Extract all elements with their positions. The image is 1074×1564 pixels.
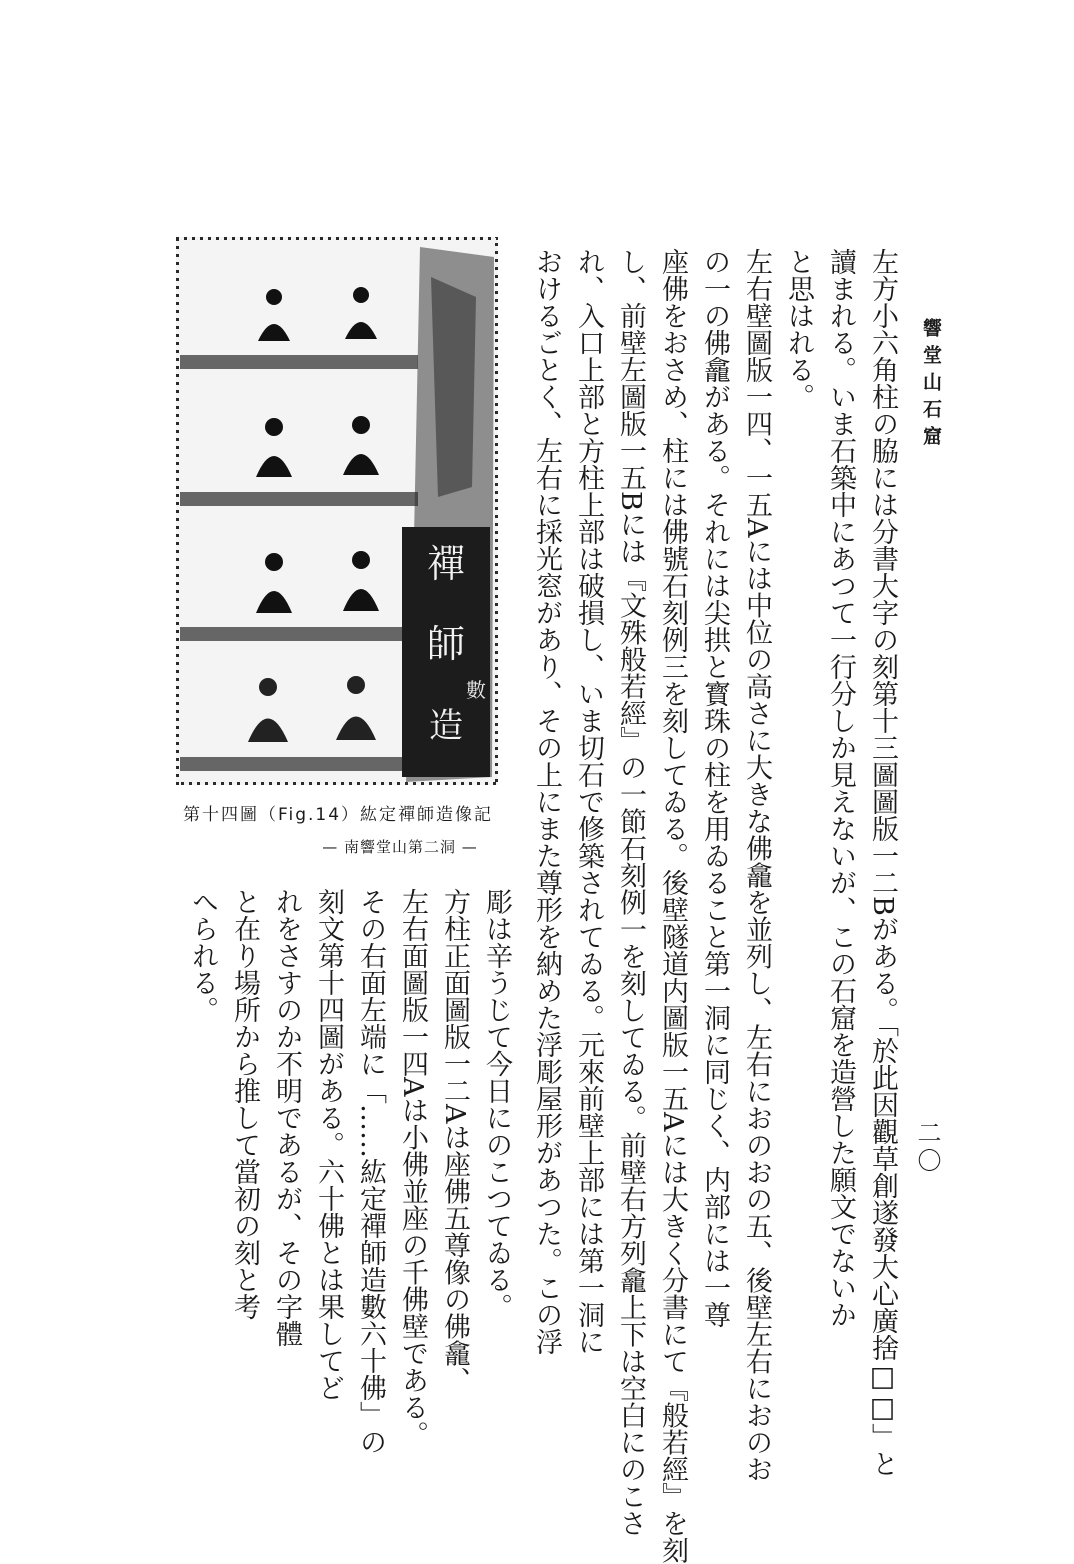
text-column: れをさすのか不明であるが、その字體	[271, 888, 302, 1347]
text-column: と在り場所から推して當初の刻と考	[229, 888, 260, 1320]
page-number: 二〇	[913, 1120, 941, 1176]
text-column: 左方小六角柱の脇には分書大字の刻第十三圖圖版一二Bがある。「於此因觀草創遂發大心廣捨□□」と	[867, 248, 898, 1478]
inscription-char: 師	[426, 622, 466, 666]
inscription-char: 禪	[426, 542, 466, 586]
inscription-char: 造	[429, 706, 463, 746]
text-column: 彫は辛うじて今日にのこつてゐる。	[481, 888, 512, 1320]
text-column: と思はれる。	[783, 248, 814, 410]
text-column: 讀まれる。いま石築中にあつて一行分しか見えないが、この石窟を造營した願文でないか	[825, 248, 856, 1328]
text-column: 左右面圖版一四Aは小佛並座の千佛壁である。	[397, 888, 428, 1448]
figure-caption: 第十四圖（Fig.14）紘定禪師造像記	[182, 805, 494, 825]
text-column: 刻文第十四圖がある。六十佛とは果してど	[313, 888, 344, 1401]
text-column: 方柱正面圖版一二Aは座佛五尊像の佛龕、	[439, 888, 470, 1394]
text-column: 左右壁圖版一四、一五Aには中位の高さに大きな佛龕を並列し、左右におのおの五、後壁左右におのお	[741, 248, 772, 1483]
running-header: 響堂山石窟	[920, 318, 942, 453]
text-column: れ、入口上部と方柱上部は破損し、いま切石で修築されてゐる。元來前壁上部には第一洞に	[573, 248, 604, 1355]
text-column: し、前壁左圖版一五Bには『文殊般若經』の一節石刻例一を刻してゐる。前壁右方列龕上下は空白にのこさ	[615, 248, 646, 1537]
inscription-char: 數	[466, 678, 486, 702]
text-column: おけるごとく、左右に採光窓があり、その上にまた尊形を納めた浮彫屋形があつた。この浮	[531, 248, 562, 1355]
text-column: の一の佛龕がある。それには尖拱と寳珠の柱を用ゐること第一洞に同じく、内部には一尊	[699, 248, 730, 1328]
text-column: その右面左端に「……紘定禪師造數六十佛」の	[355, 888, 386, 1455]
text-column: へられる。	[187, 888, 218, 1023]
text-column: 座佛をおさめ、柱には佛號石刻例三を刻してゐる。後壁隧道内圖版一五Aには大きく分書にて『般若經』を刻	[657, 248, 688, 1564]
figure-subcaption: — 南響堂山第二洞 —	[322, 838, 478, 856]
rubbing-photograph	[176, 237, 498, 785]
